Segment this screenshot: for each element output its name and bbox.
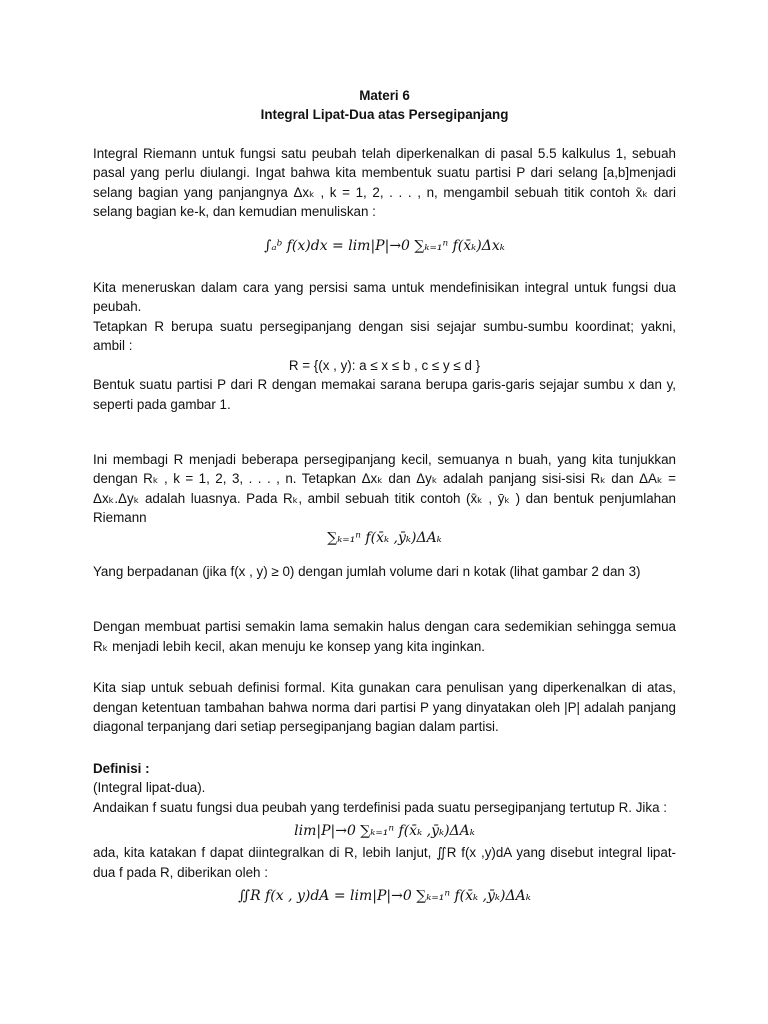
doc-subtitle: Integral Lipat-Dua atas Persegipanjang: [260, 107, 509, 123]
definition-heading: Definisi :: [93, 760, 150, 776]
spacer: [93, 737, 676, 759]
paragraph-4: Bentuk suatu partisi P dari R dengan memakai sarana berupa garis-garis sejajar sumbu x dan y, seperti pada gambar 1.: [93, 377, 676, 412]
paragraph-9: Andaikan f suatu fungsi dua peubah yang terdefinisi pada suatu persegipanjang tertutup R. Jika :: [93, 799, 667, 815]
paragraph-8: Kita siap untuk sebuah definisi formal. Kita gunakan cara penulisan yang diperkenalkan di atas, dengan ketentuan tambahan bahwa norma dari partisi P yang dinyatakan oleh |P| adalah panjang diagonal terpanjang dari setiap persegipanjang bagian dalam partisi.: [93, 680, 676, 735]
definition-subheading: (Integral lipat-dua).: [93, 780, 206, 796]
equation-riemann-sum: ∑ₖ₌₁ⁿ f(x̄ₖ ,ȳₖ)ΔAₖ: [327, 529, 442, 546]
equation-double-integral: ∬R f(x , y)dA = lim|P|→0 ∑ₖ₌₁ⁿ f(x̄ₖ ,ȳₖ)ΔAₖ: [238, 888, 531, 905]
doc-title: Materi 6: [359, 88, 410, 103]
paragraph-1: Integral Riemann untuk fungsi satu peubah telah diperkenalkan di pasal 5.5 kalkulus 1, sebuah pasal yang perlu diulangi. Ingat bahwa kita membentuk suatu partisi P dari selang [a,b]menjadi selang bagian yang panjangnya Δxₖ , k = 1, 2, . . . , n, mengambil sebuah titik contoh x̄ₖ dari selang bagian ke-k, dan kemudian menuliskan :: [93, 145, 676, 220]
equation-riemann-single: ∫ₐᵇ f(x)dx = lim|P|→0 ∑ₖ₌₁ⁿ f(x̄ₖ)Δxₖ: [264, 237, 505, 254]
spacer: [93, 581, 676, 617]
paragraph-5: Ini membagi R menjadi beberapa persegipanjang kecil, semuanya n buah, yang kita tunjukkan dengan Rₖ , k = 1, 2, 3, . . . , n. Tetapkan Δxₖ dan Δyₖ adalah panjang sisi-sisi Rₖ dan ΔAₖ = Δxₖ.Δyₖ adalah luasnya. Pada Rₖ, ambil sebuah titik contoh (x̄ₖ , ȳₖ ) dan bentuk penjumlahan Riemann: [93, 451, 676, 526]
spacer: [93, 414, 676, 450]
paragraph-6: Yang berpadanan (jika f(x , y) ≥ 0) dengan jumlah volume dari n kotak (lihat gambar 2 dan 3): [93, 564, 641, 580]
set-definition: R = {(x , y): a ≤ x ≤ b , c ≤ y ≤ d }: [288, 357, 481, 373]
paragraph-2: Kita meneruskan dalam cara yang persisi sama untuk mendefinisikan integral untuk fungsi dua peubah.: [93, 279, 676, 315]
paragraph-10: ada, kita katakan f dapat diintegralkan di R, lebih lanjut, ∬R f(x ,y)dA yang disebut integral lipat-dua f pada R, diberikan oleh :: [93, 845, 676, 880]
paragraph-3: Tetapkan R berupa suatu persegipanjang dengan sisi sejajar sumbu-sumbu koordinat; yakni, ambil :: [93, 318, 676, 354]
paragraph-7: Dengan membuat partisi semakin lama semakin halus dengan cara sedemikian sehingga semua Rₖ menjadi lebih kecil, akan menuju ke konsep yang kita inginkan.: [93, 619, 676, 654]
equation-limit-sum: lim|P|→0 ∑ₖ₌₁ⁿ f(x̄ₖ ,ȳₖ)ΔAₖ: [294, 822, 475, 839]
spacer: [93, 656, 676, 678]
